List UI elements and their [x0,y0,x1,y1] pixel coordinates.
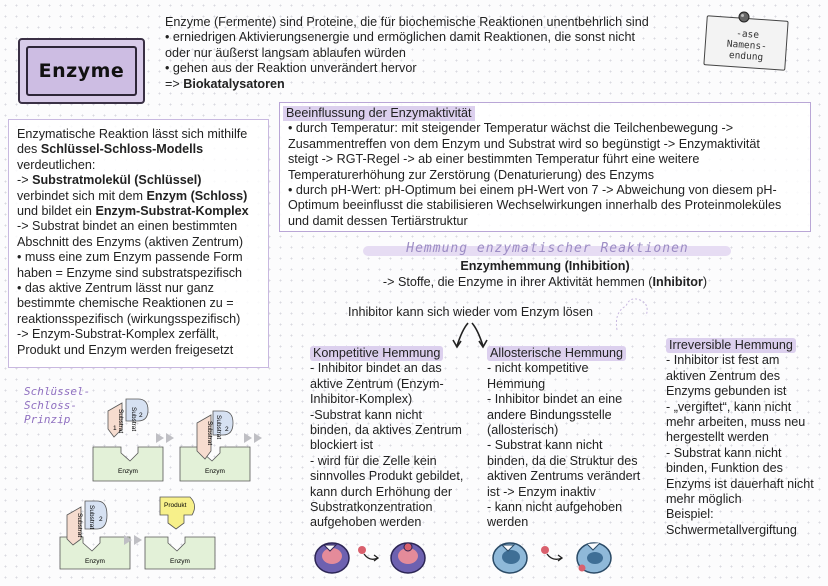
intro-text [165,15,675,92]
sticky-line: -ase [735,28,760,41]
text-line: sinnvolles Produkt gebildet, [310,469,464,484]
enzyme-activity-text [280,121,810,229]
allosteric-heading: Allosterische Hemmung [487,346,626,361]
text-line: hergestellt werden [666,430,769,445]
text-line: (allosterisch) [487,423,559,438]
text-line: -> Enzym-Substrat-Komplex zerfällt, [17,327,219,342]
enzyme-shape [180,447,250,481]
text-span: des [17,142,41,157]
text-span: verbindet sich mit dem [17,188,147,203]
enzyme-altered-icon [577,543,611,573]
text-line: kann durch Erhöhung der [310,484,453,499]
title-box [18,38,145,104]
inhibition-title [380,259,710,274]
text-line: - wird für die Zelle kein [310,453,437,468]
title-inner [26,46,137,96]
text-line [17,204,260,219]
text-line: Zusammentreffen von dem Enzym und Substrat wird so begünstigt -> Enzymaktivität [288,136,760,151]
number-label: 2 [139,412,143,419]
text-line: - Inhibitor bindet an eine [487,392,623,407]
intro-line: • gehen aus der Reaktion unverändert hervor [165,61,417,76]
text-line: aktiven Zentrum des [666,368,781,383]
text-line: Optimum beeinflusst die stabilisieren Wechselwirkungen innerhalb des Proteinmoleküles [288,198,782,213]
substrate-label: Substrat [88,505,95,530]
enzyme-label: Enzym [85,558,105,565]
text-line: verdeutlichen: [17,157,96,172]
enzyme-inhibited-icon [391,543,425,573]
text-span: ) [702,275,708,289]
text-line: Hemmung [487,376,546,391]
enzyme-label: Enzym [118,468,138,475]
product-label: Produkt [164,502,187,509]
text-line: Schwermetallvergiftung [666,522,797,537]
inhibition-hand-title: Hemmung enzymatischer Reaktionen [406,241,689,256]
gray-arrow-icon [243,432,265,444]
key-lock-step-4 [140,493,220,573]
text-bold: Substratmolekül (Schlüssel) [32,173,202,188]
text-line: aufgehoben werden [310,515,422,530]
text-line: • muss eine zum Enzym passende Form [17,250,243,265]
hand-label-line: Schlüssel- [24,385,91,398]
text-line: bestimmte chemische Reaktionen zu = [17,296,234,311]
text-line: - kann nicht aufgehoben [487,500,623,515]
text-line: - nicht kompetitive [487,361,589,376]
inhibitor-arrow-icon [541,546,562,561]
substrate-label: Substrat [215,415,222,440]
text-span: und bildet ein [17,204,96,219]
irreversible-heading: Irreversible Hemmung [666,338,796,353]
enzyme-label: Enzym [205,468,225,475]
text-line: binden, Funktion des [666,461,783,476]
key-lock-model-text [9,120,268,365]
sticky-line: Namens- [726,38,768,53]
dotted-cloud-icon [612,292,652,334]
number-label: 1 [113,425,117,432]
text-line: -Substrat kann nicht [310,407,423,422]
text-line: mehr möglich [666,492,742,507]
text-line: Inhibitor-Komplex) [310,392,413,407]
text-line: -> Substrat bindet an einen bestimmten [17,219,238,234]
text-line: - Inhibitor bindet an das [310,361,442,376]
intro-line: Enzyme (Fermente) sind Proteine, die für biochemische Reaktionen unentbehrlich sind [165,15,649,29]
number-label: 2 [225,426,229,433]
text-bold: Inhibitor [652,275,703,289]
key-lock-step-3 [55,493,135,573]
text-line: und damit dessen Tertiärstruktur [288,213,468,228]
allosteric-illustration [490,536,620,580]
text-line: haben = Enzyme sind substratspezifisch [17,265,243,280]
competitive-illustration [312,536,432,580]
intro-conclusion [165,77,675,92]
text-line: Substratkonzentration [310,500,433,515]
gray-arrow-icon [155,432,177,444]
text-line: - Inhibitor ist fest am [666,353,780,368]
text-line: • das aktive Zentrum lässt nur ganz [17,281,214,296]
text-line: mehr arbeiten, muss neu [666,415,806,430]
text-line: blockiert ist [310,438,373,453]
enzyme-activity-heading: Beeinflussung der Enzymaktivität [283,106,475,121]
intro-line: oder nur äußerst langsam ablaufen würden [165,45,406,60]
text-line: steigt -> RGT-Regel -> ab einer bestimmten Temperatur führt eine weitere [288,152,700,167]
competitive-heading: Kompetitive Hemmung [310,346,443,361]
substrate-label: Substrat [117,409,124,434]
competitive-column [310,346,480,531]
number-label: 2 [99,516,103,523]
text-line: - Substrat kann nicht [487,438,603,453]
sticky-line: endung [728,49,764,64]
text-line: Enzyms gebunden ist [666,384,787,399]
text-line: aktive Zentrum (Enzym- [310,376,444,391]
enzyme-activity-box [279,102,811,232]
hand-label-line: Schloss- [24,399,77,412]
allosteric-column [487,346,657,531]
substrate-label: Substrat [76,513,83,538]
inhibitor-arrow-icon [358,546,378,561]
substrate-label: Substrat [206,421,213,446]
intro-bold: Biokatalysatoren [183,76,285,91]
text-line: binden, da die Struktur des [487,453,638,468]
text-line: Temperaturerhöhung zur Zerstörung (Denaturierung) des Enzyms [288,167,655,182]
text-line: Enzymatische Reaktion lässt sich mithilfe [17,127,248,141]
enzyme-blob-icon [493,543,527,573]
text-line: binden, da aktives Zentrum [310,423,462,438]
text-line: - „vergiftet“, kann nicht [666,399,792,414]
substrate-label: Substrat [130,407,137,432]
text-line: Enzyms ist dauerhaft nicht [666,476,814,491]
text-line: Abschnitt des Enzyms (aktiven Zentrum) [17,234,244,249]
text-line: aktiven Zentrums verändert [487,469,641,484]
text-line: andere Bindungsstelle [487,407,612,422]
intro-line: • erniedrigen Aktivierungsenergie und ermöglichen damit Reaktionen, die sonst nicht [165,30,635,45]
text-span: -> Stoffe, die Enzyme in ihrer Aktivität hemmen ( [382,275,653,289]
text-bold: Enzym (Schloss) [146,188,248,203]
text-line: • durch pH-Wert: pH-Optimum bei einem pH-Wert von 7 -> Abweichung von diesem pH- [288,183,777,198]
key-lock-model-box [8,119,269,368]
text-line: werden [487,515,529,530]
text-line [17,142,260,157]
inhibition-subtitle [350,275,740,290]
text-line: reaktionsspezifisch (wirkungsspezifisch) [17,311,241,326]
intro-arrow: => [165,76,184,91]
text-line [17,189,260,204]
text-line: • durch Temperatur: mit steigender Temperatur wächst die Teilchenbewegung -> [288,121,734,136]
text-line [17,173,260,188]
pin-icon [737,10,751,24]
irreversible-column [666,338,826,538]
enzyme-label: Enzym [170,558,190,565]
text-line: Produkt und Enzym werden freigesetzt [17,342,234,357]
text-bold: Schlüssel-Schloss-Modells [40,142,204,157]
text-line: ist -> Enzym inaktiv [487,484,596,499]
text-line: Beispiel: [666,507,714,522]
page-title: Enzyme [38,60,125,82]
text-span: -> [17,173,33,188]
enzyme-shape [93,447,163,481]
sticky-text [711,27,783,65]
reversible-label: Inhibitor kann sich wieder vom Enzym lösen [348,305,593,319]
enzyme-blob-icon [315,543,349,573]
text-line: - Substrat kann nicht [666,445,782,460]
text-bold: Enzym-Substrat-Komplex [95,204,249,219]
hand-label-line: Prinzip [24,413,71,426]
inhibition-title-text: Enzymhemmung (Inhibition) [460,259,630,273]
